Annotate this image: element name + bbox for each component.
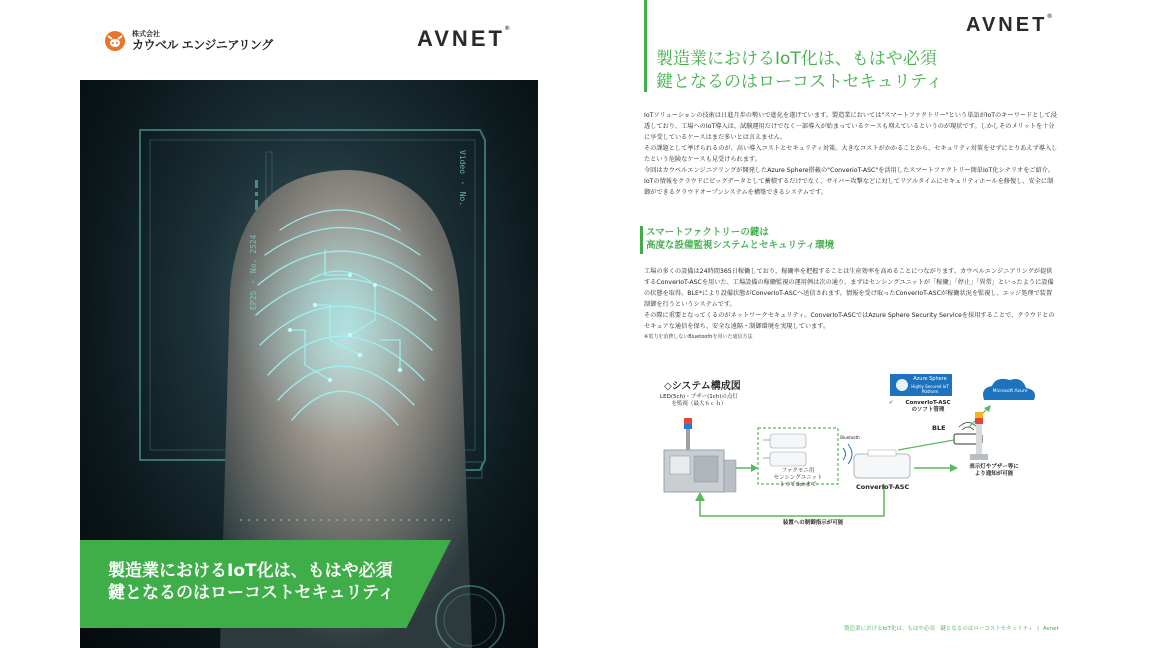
intro-paragraph-2: その課題として挙げられるのが、高い導入コストとセキュリティ対策。大きなコストがかかることから、セキュリティ対策をせずにとりあえず導入したという危険なケースも見受けられます。 — [644, 145, 1058, 163]
cow-logo-icon — [104, 30, 126, 52]
azure-sphere-sub: Highly Secured IoT Platform — [911, 384, 949, 394]
section-title — [646, 226, 834, 252]
kaubel-logo — [104, 30, 273, 52]
kaubel-company-name: カウベル エンジニアリング — [132, 38, 273, 52]
section-paragraph-1: 工場の多くの設備は24時間365日稼働しており、稼働率を把握することは生産効率を高めることにつながります。カウベルエンジニアリングが提供するConverIoT-ASCを用いた、工場設備の稼働監視の運用例は次の通り。まずはセンシングユニットが「稼働」「停止」「異常」といったように設備の状態を取得。BLE*により設備状態がConverIoT-ASCへ送信されます。情報を受け取ったConverIoT-ASCが稼働状況を監視し、エッジ処理で装置制御を行うというシステムです。 — [644, 268, 1054, 308]
hud-label-left: EP25 ・ No. 2524 — [249, 234, 258, 310]
footer-title: 製造業におけるIoT化は、もはや必須 鍵となるのはローコストセキュリティ — [844, 626, 1034, 632]
page-title — [656, 48, 943, 94]
avnet-logo: AVNET® — [417, 26, 510, 51]
title-accent-bar — [644, 0, 647, 92]
footnote: ※電力を消費しないBluetoothを用いた通信方法 — [644, 334, 753, 340]
converiot-asc-label: ConverIoT-ASC — [856, 483, 910, 491]
intro-paragraph-3: 今回はカウベルエンジニアリングが開発したAzure Sphere搭載の"ConverioT-ASC"を活用したスマートファクトリー簡単IoT化シナリオをご紹介。IoTの情報をクラウドにビッグデータとして蓄積するだけでなく、サイバー攻撃などに対してリアルタイムにセキュリティホールを修復し、安全に制御ができるクラウドオープンシステムを構築できるシステムです。 — [644, 167, 1055, 196]
bluetooth-label: Bluetooth — [840, 435, 860, 440]
avnet-logo-text: AVNET — [417, 26, 505, 51]
section-accent-bar — [640, 226, 643, 254]
section-body — [644, 266, 1058, 343]
sensing-unit-label: ファクモニ用 センシングユニット １つで3chまで — [773, 468, 823, 488]
check-icon: ✓ — [888, 400, 894, 406]
kaubel-company-prefix: 株式会社 — [132, 30, 160, 38]
diagram-title: ◇システム構成図 — [664, 381, 741, 392]
avnet-logo-right: AVNET® — [966, 14, 1052, 36]
page-footer — [844, 624, 1059, 632]
software-label: ConverIoT-ASC のソフト管理 — [905, 400, 951, 413]
control-instruction-label: 装置への制御指示が可能 — [782, 520, 844, 526]
cover-title-line1: 製造業におけるIoT化は、もはや必須 — [108, 561, 393, 581]
led-note: LED(5ch)・ブザー(1ch)の点灯を監視（最大６ｃｈ） — [660, 394, 738, 407]
hud-label-right: Video ・ No. — [458, 150, 467, 207]
section-paragraph-2: その際に重要となってくるのがネットワークセキュリティ。ConverIoT-ASCではAzure Sphere Security Serviceを採用することで、クラウドとのセキュアな通信を保ち、安全な遠隔・制御環境を実現しています。 — [644, 312, 1055, 330]
right-page — [576, 0, 1152, 648]
notification-label: 表示灯やブザー等に より通知が可能 — [969, 464, 1019, 477]
avnet-logo-right-text: AVNET — [966, 14, 1048, 36]
section-title-line1: スマートファクトリーの鍵は — [646, 227, 769, 238]
intro-paragraph-1: IoTソリューションの技術は日進月歩の勢いで進化を遂げています。製造業においては"スマートファクトリー"という単語がIoTのキーワードとして浸透しており、工場へのIoT導入は、試験運用だけでなく一部導入が始まっているケースも増えているというのが現状です。しかしそのメリットを十分に享受しているケースはまだ多いとは言えません。 — [644, 112, 1057, 141]
azure-sphere-label: Azure Sphere — [913, 376, 947, 382]
factory-machine-icon — [664, 418, 736, 492]
page-title-line2: 鍵となるのはローコストセキュリティ — [656, 72, 943, 92]
footer-brand: Avnet — [1043, 626, 1059, 632]
ble-label: BLE — [932, 424, 946, 432]
system-diagram — [658, 368, 1058, 538]
microsoft-azure-label: Microsoft Azure — [992, 389, 1028, 394]
section-title-line2: 高度な設備監視システムとセキュリティ環境 — [646, 240, 835, 251]
cover-title-line2: 鍵となるのはローコストセキュリティ — [108, 583, 395, 603]
cover-title — [108, 560, 395, 604]
page-title-line1: 製造業におけるIoT化は、もはや必須 — [656, 49, 937, 69]
footer-separator: | — [1037, 626, 1039, 632]
intro-text — [644, 110, 1058, 198]
